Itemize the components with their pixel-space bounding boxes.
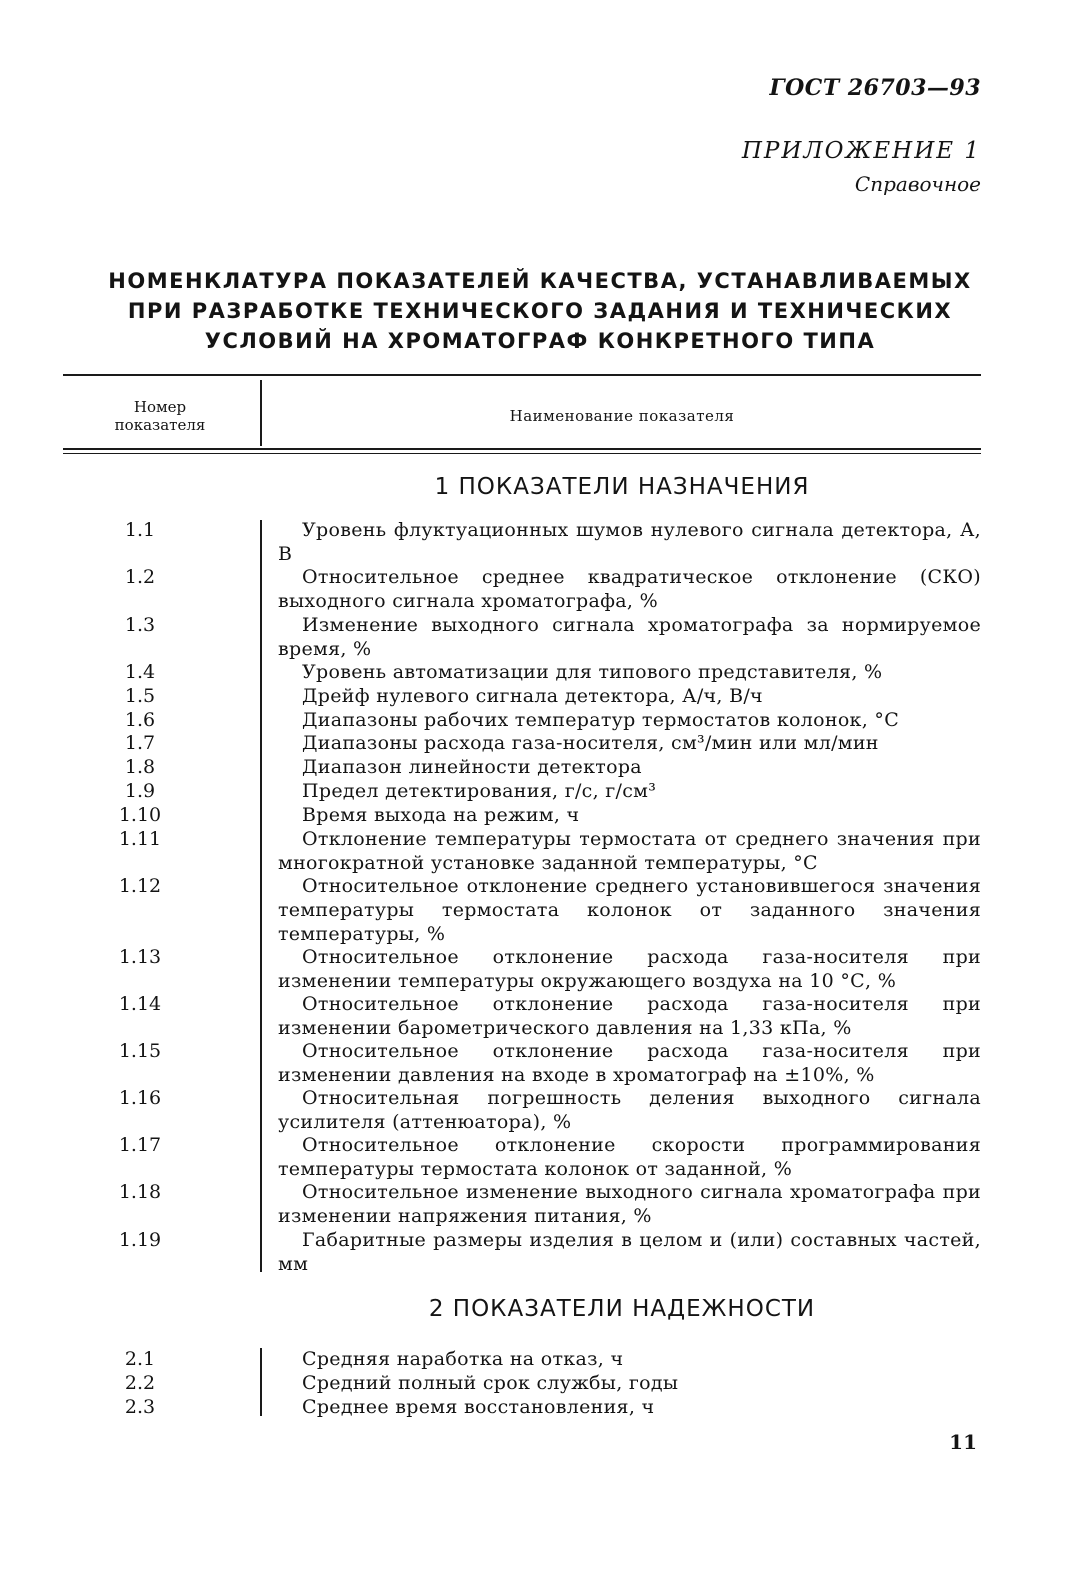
indicator-name: Габаритные размеры изделия в целом и (или) составных частей, мм	[278, 1229, 981, 1275]
indicator-number: 1.11	[118, 828, 162, 850]
indicator-name: Отклонение температуры термостата от среднего значения при многократной установке заданной температуры, °С	[278, 828, 981, 874]
indicator-number: 1.18	[118, 1181, 162, 1203]
indicator-number: 1.3	[124, 614, 156, 636]
indicator-number: 1.2	[124, 566, 156, 588]
title-line: ПРИ РАЗРАБОТКЕ ТЕХНИЧЕСКОГО ЗАДАНИЯ И ТЕХНИЧЕСКИХ	[127, 299, 953, 323]
indicator-name: Предел детектирования, г/с, г/см³	[302, 780, 657, 802]
indicator-number: 1.12	[118, 875, 162, 897]
indicator-number: 1.7	[124, 732, 156, 754]
indicator-number: 2.2	[124, 1372, 156, 1394]
page-number: 11	[949, 1430, 977, 1454]
indicator-name: Дрейф нулевого сигнала детектора, А/ч, В/ч	[302, 685, 763, 707]
indicator-name: Уровень автоматизации для типового представителя, %	[302, 661, 883, 683]
indicator-number: 1.14	[118, 993, 162, 1015]
indicator-number: 1.6	[124, 709, 156, 731]
indicator-number: 2.1	[124, 1348, 156, 1370]
title-line: НОМЕНКЛАТУРА ПОКАЗАТЕЛЕЙ КАЧЕСТВА, УСТАНАВЛИВАЕМЫХ	[108, 269, 972, 293]
indicator-name: Средняя наработка на отказ, ч	[302, 1348, 624, 1370]
indicator-number: 1.15	[118, 1040, 162, 1062]
indicator-name: Средний полный срок службы, годы	[302, 1372, 679, 1394]
document-title	[60, 266, 1020, 356]
indicator-number: 2.3	[124, 1396, 156, 1418]
column-header-number: Номер показателя	[114, 398, 206, 434]
indicator-number: 1.19	[118, 1229, 162, 1251]
indicator-name: Диапазоны расхода газа-носителя, см³/мин или мл/мин	[302, 732, 879, 754]
indicator-name: Диапазоны рабочих температур термостатов колонок, °С	[302, 709, 900, 731]
column-divider	[260, 520, 262, 1272]
indicator-number: 1.4	[124, 661, 156, 683]
indicator-name: Относительное отклонение среднего установившегося значения температуры термостата колонок от заданного значения температуры, %	[278, 875, 981, 945]
indicator-name: Относительное отклонение скорости программирования температуры термостата колонок от заданной, %	[278, 1134, 981, 1180]
section-heading: 1 ПОКАЗАТЕЛИ НАЗНАЧЕНИЯ	[434, 474, 810, 500]
indicator-number: 1.10	[118, 804, 162, 826]
appendix-label	[742, 138, 981, 196]
indicator-name: Относительное отклонение расхода газа-носителя при изменении барометрического давления на 1,33 кПа, %	[278, 993, 981, 1039]
section-heading: 2 ПОКАЗАТЕЛИ НАДЕЖНОСТИ	[428, 1296, 816, 1322]
indicator-number: 1.9	[124, 780, 156, 802]
indicator-name: Относительное отклонение расхода газа-носителя при изменении температуры окружающего воздуха на 10 °С, %	[278, 946, 981, 992]
title-line: УСЛОВИЙ НА ХРОМАТОГРАФ КОНКРЕТНОГО ТИПА	[204, 329, 876, 353]
indicator-name: Относительная погрешность деления выходного сигнала усилителя (аттенюатора), %	[278, 1087, 981, 1133]
table-top-rule	[63, 374, 981, 376]
table-header-divider	[260, 380, 262, 446]
indicator-number: 1.8	[124, 756, 156, 778]
indicator-name: Диапазон линейности детектора	[302, 756, 642, 778]
indicator-number: 1.17	[118, 1134, 162, 1156]
indicator-name: Относительное отклонение расхода газа-носителя при изменении давления на входе в хроматограф на ±10%, %	[278, 1040, 981, 1086]
indicator-name: Среднее время восстановления, ч	[302, 1396, 655, 1418]
appendix-title: ПРИЛОЖЕНИЕ 1	[741, 138, 981, 164]
indicator-name: Изменение выходного сигнала хроматографа за нормируемое время, %	[278, 614, 981, 660]
indicator-name: Время выхода на режим, ч	[302, 804, 580, 826]
indicator-name: Уровень флуктуационных шумов нулевого сигнала детектора, А, В	[278, 519, 981, 565]
standard-code: ГОСТ 26703—93	[769, 75, 981, 101]
table-header-rule-second	[63, 453, 981, 454]
appendix-type: Справочное	[854, 172, 981, 196]
indicator-number: 1.13	[118, 946, 162, 968]
column-divider	[260, 1348, 262, 1416]
column-header-name: Наименование показателя	[509, 407, 735, 425]
indicator-name: Относительное изменение выходного сигнала хроматографа при изменении напряжения питания, %	[278, 1181, 981, 1227]
indicator-name: Относительное среднее квадратическое отклонение (СКО) выходного сигнала хроматографа, %	[278, 566, 981, 612]
indicator-number: 1.5	[124, 685, 156, 707]
table-header-rule	[63, 448, 981, 450]
indicator-number: 1.16	[118, 1087, 162, 1109]
indicator-number: 1.1	[124, 519, 156, 541]
